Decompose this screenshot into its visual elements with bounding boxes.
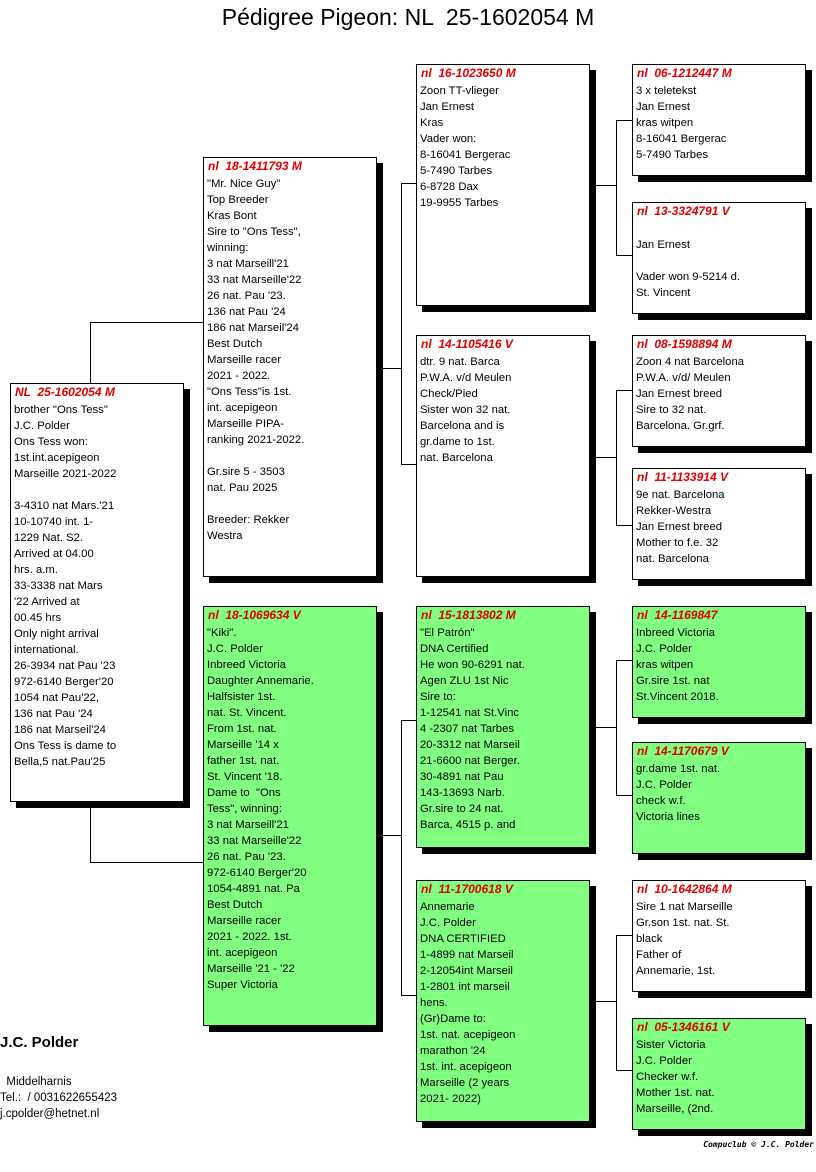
pigeon-card-dam-dam-sire[interactable] xyxy=(632,880,806,992)
pigeon-note-line: Best Dutch xyxy=(207,338,263,350)
pigeon-card-sire-sire[interactable] xyxy=(416,64,590,306)
pigeon-note-line: J.C. Polder xyxy=(636,1055,692,1067)
ring-number: nl 15-1813802 M xyxy=(421,608,516,622)
connector-line xyxy=(401,464,417,465)
pigeon-note-line: Westra xyxy=(207,530,243,542)
pigeon-note-line: 2021 - 2022. 1st. xyxy=(207,931,292,943)
owner-email[interactable]: j.cpolder@hetnet.nl xyxy=(0,1108,100,1120)
pigeon-card-subject[interactable] xyxy=(10,383,184,802)
pigeon-note-line: 00.45 hrs xyxy=(14,612,62,624)
pigeon-note-line: Marseille racer xyxy=(207,915,282,927)
pigeon-note-line xyxy=(207,496,376,512)
pigeon-notes xyxy=(633,484,805,567)
connector-line xyxy=(616,795,633,796)
page-title: Pédigree Pigeon: NL 25-1602054 M xyxy=(221,4,595,30)
pigeon-note-line: 9e nat. Barcelona xyxy=(636,489,725,501)
pigeon-note-line: Vader won 9-5214 d. xyxy=(636,271,741,283)
pigeon-note-line xyxy=(207,448,376,464)
pigeon-note-line: Father of xyxy=(636,949,682,961)
pigeon-note-line: 20-3312 nat Marseil xyxy=(420,739,520,751)
pigeon-note-line: 136 nat Pau '24 xyxy=(207,306,286,318)
pigeon-notes xyxy=(633,622,805,705)
pigeon-note-line: 33 nat Marseille'22 xyxy=(207,835,302,847)
pigeon-note-line xyxy=(636,221,805,237)
pigeon-note-line xyxy=(636,253,805,269)
pigeon-note-line: brother "Ons Tess" xyxy=(14,404,108,416)
owner-city: Middelharnis xyxy=(0,1076,72,1088)
pigeon-card-sire-dam[interactable] xyxy=(416,335,590,577)
pigeon-note-line: J.C. Polder xyxy=(636,779,692,791)
pigeon-card-dam-sire-sire[interactable] xyxy=(632,606,806,718)
pigeon-note-line: 1054 nat Pau'22, xyxy=(14,692,100,704)
pigeon-note-line: father 1st. nat. xyxy=(207,755,280,767)
pigeon-note-line: 972-6140 Berger'20 xyxy=(14,676,114,688)
pigeon-note-line: Dame to "Ons xyxy=(207,787,281,799)
pigeon-note-line: Gr.son 1st. nat. St. xyxy=(636,917,730,929)
pigeon-note-line: 136 nat Pau '24 xyxy=(14,708,93,720)
pigeon-note-line: marathon '24 xyxy=(420,1045,486,1057)
pigeon-note-line: 186 nat Marseil'24 xyxy=(14,724,106,736)
pigeon-note-line: gr.dame to 1st. xyxy=(420,436,495,448)
pigeon-note-line: 10-10740 int. 1- xyxy=(14,516,94,528)
ring-number: nl 13-3324791 V xyxy=(637,204,730,218)
pigeon-note-line: nat. Barcelona xyxy=(636,553,709,565)
pigeon-note-line: Inbreed Victoria xyxy=(207,659,286,671)
pigeon-card-sire-sire-sire[interactable] xyxy=(632,64,806,176)
pigeon-note-line: 6-8728 Dax xyxy=(420,181,479,193)
pigeon-notes xyxy=(633,1034,805,1117)
pigeon-note-line: '22 Arrived at xyxy=(14,596,80,608)
pigeon-card-sire-dam-sire[interactable] xyxy=(632,335,806,447)
ring-number: nl 08-1598894 M xyxy=(637,337,732,351)
pigeon-note-line: Checker w.f. xyxy=(636,1071,699,1083)
pigeon-note-line: Gr.sire 5 - 3503 xyxy=(207,466,285,478)
pigeon-note-line: J.C. Polder xyxy=(14,420,70,432)
connector-line xyxy=(616,660,617,795)
pigeon-note-line: Gr.sire to 24 nat. xyxy=(420,803,504,815)
pigeon-note-line: Best Dutch xyxy=(207,899,263,911)
pigeon-notes xyxy=(11,399,183,770)
pigeon-note-line: Ons Tess is dame to xyxy=(14,740,117,752)
pigeon-note-line: Breeder: Rekker xyxy=(207,514,290,526)
pigeon-note-line: kras witpen xyxy=(636,659,694,671)
pigeon-note-line: 972-6140 Berger'20 xyxy=(207,867,307,879)
ring-number: nl 16-1023650 M xyxy=(421,66,516,80)
pigeon-notes xyxy=(633,896,805,979)
connector-line xyxy=(401,183,417,184)
pigeon-note-line: From 1st. nat. xyxy=(207,723,277,735)
pigeon-note-line: 19-9955 Tarbes xyxy=(420,197,499,209)
pigeon-note-line: Sister won 32 nat. xyxy=(420,404,511,416)
pigeon-note-line: P.W.A. v/d/ Meulen xyxy=(636,372,731,384)
pigeon-card-dam[interactable] xyxy=(203,606,377,1026)
pigeon-card-dam-sire[interactable] xyxy=(416,606,590,848)
pigeon-note-line: nat. Barcelona xyxy=(420,452,493,464)
pigeon-note-line: Halfsister 1st. xyxy=(207,691,276,703)
pigeon-note-line: 5-7490 Tarbes xyxy=(420,165,493,177)
pigeon-note-line: winning: xyxy=(207,242,249,254)
connector-line xyxy=(616,525,633,526)
pigeon-note-line: Gr.sire 1st. nat xyxy=(636,675,710,687)
pigeon-note-line: Marseille '14 x xyxy=(207,739,279,751)
pigeon-note-line: Inbreed Victoria xyxy=(636,627,715,639)
pigeon-note-line: Marseille 2021-2022 xyxy=(14,468,117,480)
pigeon-note-line: Sire to "Ons Tess", xyxy=(207,226,301,238)
pigeon-note-line: Victoria lines xyxy=(636,811,700,823)
connector-line xyxy=(590,457,617,458)
pigeon-note-line: Kras xyxy=(420,117,444,129)
pigeon-card-sire-sire-dam[interactable] xyxy=(632,202,806,314)
pigeon-card-dam-dam-dam[interactable] xyxy=(632,1018,806,1130)
pigeon-note-line: J.C. Polder xyxy=(636,643,692,655)
pigeon-note-line: Marseille (2 years xyxy=(420,1077,510,1089)
pigeon-note-line: ranking 2021-2022. xyxy=(207,434,305,446)
pigeon-note-line: Sire to 32 nat. xyxy=(636,404,707,416)
pigeon-note-line: 1st. nat. acepigeon xyxy=(420,1029,516,1041)
pigeon-note-line: Bella,5 nat.Pau'25 xyxy=(14,756,106,768)
connector-line xyxy=(90,802,91,862)
pigeon-note-line: 3 nat Marseill'21 xyxy=(207,819,289,831)
pigeon-notes xyxy=(417,896,589,1107)
owner-name: J.C. Polder xyxy=(0,1034,79,1051)
pigeon-note-line: Zoon 4 nat Barcelona xyxy=(636,356,745,368)
pigeon-notes xyxy=(417,622,589,833)
pigeon-notes xyxy=(633,80,805,163)
pigeon-note-line: Only night arrival xyxy=(14,628,99,640)
pigeon-note-line: 143-13693 Narb. xyxy=(420,787,505,799)
ring-number: nl 10-1642864 M xyxy=(637,882,732,896)
pigeon-note-line: Sire to: xyxy=(420,691,456,703)
pigeon-notes xyxy=(417,80,589,211)
owner-phone: Tel.: / 0031622655423 xyxy=(0,1092,118,1104)
pigeon-note-line: Jan Ernest xyxy=(636,101,691,113)
pigeon-note-line: 2021- 2022) xyxy=(420,1093,481,1105)
pigeon-note-line: Zoon TT-vlieger xyxy=(420,85,499,97)
pigeon-note-line: 4 -2307 nat Tarbes xyxy=(420,723,514,735)
connector-line xyxy=(90,322,204,323)
pigeon-note-line: Mother to f.e. 32 xyxy=(636,537,719,549)
connector-line xyxy=(616,120,617,255)
pigeon-note-line: DNA Certified xyxy=(420,643,489,655)
pigeon-card-dam-sire-dam[interactable] xyxy=(632,742,806,854)
pigeon-note-line: 1st.int.acepigeon xyxy=(14,452,100,464)
pigeon-note-line: dtr. 9 nat. Barca xyxy=(420,356,500,368)
pigeon-notes xyxy=(204,173,376,544)
pigeon-note-line: 3 nat Marseill'21 xyxy=(207,258,289,270)
pigeon-note-line: DNA CERTIFIED xyxy=(420,933,506,945)
connector-line xyxy=(616,660,633,661)
footer-credit: Compuclub © J.C. Polder xyxy=(703,1140,814,1149)
pigeon-note-line: 33 nat Marseille'22 xyxy=(207,274,302,286)
pigeon-note-line: Arrived at 04.00 xyxy=(14,548,94,560)
pigeon-note-line: St. Vincent '18. xyxy=(207,771,283,783)
connector-line xyxy=(616,1070,633,1071)
pigeon-note-line: St. Vincent xyxy=(636,287,691,299)
ring-number: nl 14-1169847 xyxy=(637,608,718,622)
ring-number: nl 14-1105416 V xyxy=(421,337,513,351)
pigeon-note-line: 1229 Nat. S2. xyxy=(14,532,84,544)
connector-line xyxy=(401,720,402,995)
pigeon-note-line: 26-3934 nat Pau '23 xyxy=(14,660,116,672)
pigeon-note-line: hrs. a.m. xyxy=(14,564,58,576)
pigeon-note-line: Super Victoria xyxy=(207,979,278,991)
pigeon-note-line: hens. xyxy=(420,997,448,1009)
pigeon-note-line: (Gr)Dame to: xyxy=(420,1013,486,1025)
pigeon-card-sire[interactable] xyxy=(203,157,377,577)
ring-number: nl 11-1700618 V xyxy=(421,882,513,896)
ring-number: nl 05-1346161 V xyxy=(637,1020,730,1034)
pigeon-note-line: P.W.A. v/d Meulen xyxy=(420,372,512,384)
connector-line xyxy=(401,720,417,721)
connector-line xyxy=(90,322,91,384)
pigeon-note-line: Top Breeder xyxy=(207,194,269,206)
pigeon-note-line: international. xyxy=(14,644,79,656)
connector-line xyxy=(590,727,617,728)
ring-number: NL 25-1602054 M xyxy=(15,385,115,399)
pigeon-note-line: "El Patrón" xyxy=(420,627,475,639)
ring-number: nl 11-1133914 V xyxy=(637,470,728,484)
pigeon-notes xyxy=(633,351,805,434)
pigeon-note-line: Tess", winning: xyxy=(207,803,282,815)
pigeon-note-line: 3-4310 nat Mars.'21 xyxy=(14,500,115,512)
pigeon-note-line: Annemarie, 1st. xyxy=(636,965,716,977)
pigeon-note-line: Daughter Annemarie. xyxy=(207,675,314,687)
pigeon-note-line: gr.dame 1st. nat. xyxy=(636,763,721,775)
pigeon-note-line: Marseille '21 - '22 xyxy=(207,963,295,975)
pigeon-note-line: 1-12541 nat St.Vinc xyxy=(420,707,520,719)
pigeon-note-line: Barcelona. Gr.grf. xyxy=(636,420,725,432)
pigeon-note-line: Sister Victoria xyxy=(636,1039,706,1051)
pigeon-note-line: int. acepigeon xyxy=(207,402,278,414)
pigeon-note-line: int. acepigeon xyxy=(207,947,278,959)
connector-line xyxy=(616,390,633,391)
pigeon-note-line: Agen ZLU 1st Nic xyxy=(420,675,509,687)
ring-number: nl 14-1170679 V xyxy=(637,744,729,758)
pigeon-note-line: 5-7490 Tarbes xyxy=(636,149,709,161)
pigeon-notes xyxy=(633,218,805,301)
pigeon-note-line: 30-4891 nat Pau xyxy=(420,771,504,783)
pigeon-note-line: 186 nat Marseil'24 xyxy=(207,322,299,334)
pigeon-note-line: Barcelona and is xyxy=(420,420,505,432)
pigeon-note-line: Vader won: xyxy=(420,133,477,145)
pigeon-note-line: 8-16041 Bergerac xyxy=(420,149,511,161)
pigeon-card-dam-dam[interactable] xyxy=(416,880,590,1122)
pigeon-note-line: 33-3338 nat Mars xyxy=(14,580,103,592)
pigeon-note-line: 26 nat. Pau '23. xyxy=(207,290,286,302)
pigeon-note-line: Marseille, (2nd. xyxy=(636,1103,714,1115)
connector-line xyxy=(590,185,617,186)
pigeon-note-line: "Mr. Nice Guy" xyxy=(207,178,281,190)
pigeon-note-line: 1st. int. acepigeon xyxy=(420,1061,512,1073)
pigeon-note-line: 8-16041 Bergerac xyxy=(636,133,727,145)
pigeon-note-line: Mother 1st. nat. xyxy=(636,1087,715,1099)
pigeon-note-line: 26 nat. Pau '23. xyxy=(207,851,286,863)
connector-line xyxy=(616,120,633,121)
connector-line xyxy=(401,995,417,996)
pigeon-note-line: 1-2801 int marseil xyxy=(420,981,510,993)
pigeon-note-line: Jan Ernest breed xyxy=(636,388,723,400)
pigeon-note-line: nat. St. Vincent. xyxy=(207,707,287,719)
pigeon-note-line: 2021 - 2022. xyxy=(207,370,271,382)
connector-line xyxy=(590,1001,617,1002)
ring-number: nl 18-1411793 M xyxy=(208,159,302,173)
connector-line xyxy=(616,935,617,1070)
pigeon-note-line: Annemarie xyxy=(420,901,475,913)
pigeon-note-line: black xyxy=(636,933,663,945)
pigeon-note-line: Jan Ernest xyxy=(636,239,691,251)
pigeon-note-line: 1-4899 nat Marseil xyxy=(420,949,514,961)
pigeon-note-line: Ons Tess won: xyxy=(14,436,88,448)
pigeon-note-line: Sire 1 nat Marseille xyxy=(636,901,733,913)
pigeon-note-line: Jan Ernest xyxy=(420,101,475,113)
ring-number: nl 18-1069634 V xyxy=(208,608,301,622)
pigeon-card-sire-dam-dam[interactable] xyxy=(632,468,806,580)
pigeon-notes xyxy=(633,758,805,825)
pigeon-note-line: Check/Pied xyxy=(420,388,478,400)
connector-line xyxy=(616,390,617,525)
pigeon-note-line: Jan Ernest breed xyxy=(636,521,723,533)
pigeon-note-line: "Kiki". xyxy=(207,627,237,639)
connector-line xyxy=(377,368,402,369)
pigeon-note-line: Rekker-Westra xyxy=(636,505,712,517)
pigeon-note-line: nat. Pau 2025 xyxy=(207,482,278,494)
pigeon-note-line: Kras Bont xyxy=(207,210,257,222)
pigeon-note-line: 1054-4891 nat. Pa xyxy=(207,883,300,895)
pigeon-note-line: J.C. Polder xyxy=(207,643,263,655)
pigeon-note-line: 3 x teletekst xyxy=(636,85,697,97)
pigeon-note-line: check w.f. xyxy=(636,795,686,807)
ring-number: nl 06-1212447 M xyxy=(637,66,732,80)
pigeon-note-line xyxy=(14,482,183,498)
pigeon-note-line: 21-6600 nat Berger. xyxy=(420,755,520,767)
connector-line xyxy=(401,183,402,464)
connector-line xyxy=(616,935,633,936)
connector-line xyxy=(616,255,633,256)
connector-line xyxy=(90,862,204,863)
connector-line xyxy=(377,835,402,836)
pigeon-note-line: Barca, 4515 p. and xyxy=(420,819,516,831)
pigeon-note-line: He won 90-6291 nat. xyxy=(420,659,525,671)
pigeon-note-line: 2-12054int Marseil xyxy=(420,965,513,977)
pigeon-note-line: "Ons Tess"is 1st. xyxy=(207,386,292,398)
pigeon-note-line: Marseille PIPA- xyxy=(207,418,285,430)
pigeon-note-line: J.C. Polder xyxy=(420,917,476,929)
pigeon-note-line: St.Vincent 2018. xyxy=(636,691,719,703)
pigeon-notes xyxy=(417,351,589,466)
pigeon-note-line: kras witpen xyxy=(636,117,694,129)
pigeon-notes xyxy=(204,622,376,993)
pigeon-note-line: Marseille racer xyxy=(207,354,282,366)
